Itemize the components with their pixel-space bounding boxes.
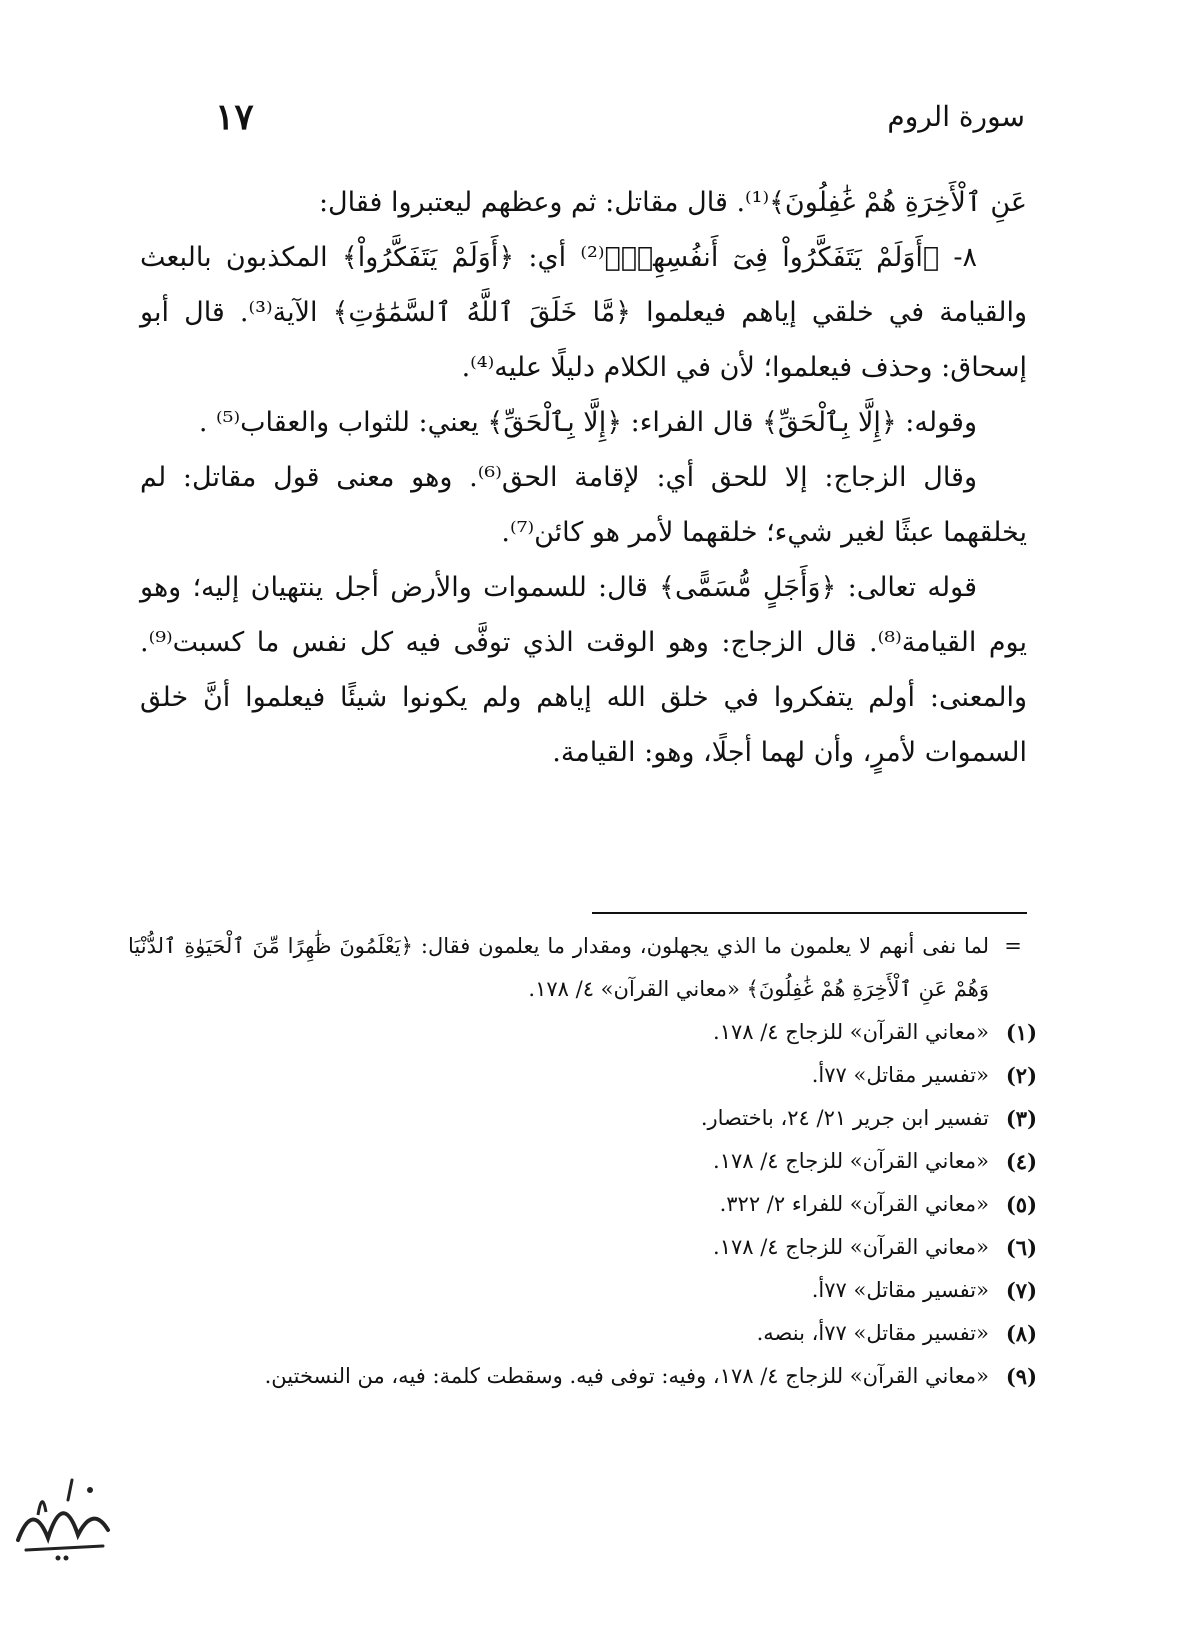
paragraph-5: قوله تعالى: ﴿وَأَجَلٍ مُّسَمًّى﴾ قال: للسموات والأرض أجل ينتهيان إليه؛ وهو يوم القيامة⁽⁸⁾. قال الزجاج: وهو الوقت الذي توفَّى فيه كل نفس ما كسبت⁽⁹⁾. والمعنى: أولم يتفكروا في خلق الله إياهم ولم يكونوا شيئًا فيعلموا أنَّ خلق السموات لأمرٍ، وأن لهما أجلًا، وهو: القيامة. [140,572,1028,768]
footnote-item [128,1269,1037,1312]
page-number: ١٧ [215,96,254,138]
continuation-marker: = [1004,934,1022,958]
footnote-text: «تفسير مقاتل» ٧٧أ. [811,1278,989,1302]
main-text [140,175,1027,780]
paragraph-1: عَنِ ٱلْأَخِرَةِ هُمْ غَٰفِلُونَ﴾⁽¹⁾. قال مقاتل: ثم وعظهم ليعتبروا فقال: [318,187,1027,218]
footnote-divider [592,912,1027,914]
footnote-item [128,1011,1037,1054]
footnote-item [128,1054,1037,1097]
footnote-list [128,1011,1037,1398]
footnote-text: «معاني القرآن» للزجاج ٤/ ١٧٨. [713,1020,989,1044]
footnote-number: (٤) [1005,1149,1037,1174]
footnote-continuation [128,925,1037,1011]
footnote-item [128,1226,1037,1269]
page-header [215,96,1025,146]
footnote-text: «معاني القرآن» للزجاج ٤/ ١٧٨. [713,1235,989,1259]
surah-title: سورة الروم [887,100,1025,133]
continuation-text: لما نفى أنهم لا يعلمون ما الذي يجهلون، ومقدار ما يعلمون فقال: ﴿يَعْلَمُونَ ظَٰهِرًا مِّنَ ٱلْحَيَوٰةِ ٱلدُّنْيَا وَهُمْ عَنِ ٱلْأَخِرَةِ هُمْ غَٰفِلُونَ﴾ «معاني القرآن» ٤/ ١٧٨. [128,934,989,1001]
footnote-number: (٣) [1005,1106,1037,1131]
footnote-item [128,1140,1037,1183]
footnote-text: «معاني القرآن» للزجاج ٤/ ١٧٨، وفيه: توفى فيه. وسقطت كلمة: فيه، من النسختين. [264,1364,989,1388]
footnote-item [128,1097,1037,1140]
footnote-number: (٢) [1005,1063,1037,1088]
footnote-number: (٧) [1005,1278,1037,1303]
footnote-item [128,1183,1037,1226]
footnote-item [128,1312,1037,1355]
footnote-number: (٩) [1005,1364,1037,1389]
footnote-number: (٨) [1005,1321,1037,1346]
footnote-text: «تفسير مقاتل» ٧٧أ، بنصه. [756,1321,989,1345]
paragraph-2: ٨- ﴿أَوَلَمْ يَتَفَكَّرُواْ فِىٓ أَنفُسِهِمۗ﴾⁽²⁾ أي: ﴿أَوَلَمْ يَتَفَكَّرُواْ﴾ المكذبون بالبعث والقيامة في خلقي إياهم فيعلموا ﴿مَّا خَلَقَ ٱللَّهُ ٱلسَّمَٰوَٰتِ﴾ الآية⁽³⁾. قال أبو إسحاق: وحذف فيعلموا؛ لأن في الكلام دليلًا عليه⁽⁴⁾. [140,242,1028,383]
footnotes [128,925,1037,1398]
footnote-text: تفسير ابن جرير ٢١/ ٢٤، باختصار. [700,1106,989,1130]
footnote-item [128,1355,1037,1398]
footnote-number: (٥) [1005,1192,1037,1217]
footnote-number: (١) [1005,1020,1037,1045]
paragraph-3: وقوله: ﴿إِلَّا بِٱلْحَقِّ﴾ قال الفراء: ﴿إِلَّا بِٱلْحَقِّ﴾ يعني: للثواب والعقاب⁽⁵⁾ . [198,407,977,438]
footnote-text: «معاني القرآن» للزجاج ٤/ ١٧٨. [713,1149,989,1173]
footnote-text: «معاني القرآن» للفراء ٢/ ٣٢٢. [719,1192,989,1216]
footnote-number: (٦) [1005,1235,1037,1260]
paragraph-4: وقال الزجاج: إلا للحق أي: لإقامة الحق⁽⁶⁾. وهو معنى قول مقاتل: لم يخلقهما عبثًا لغير شيء؛ خلقهما لأمر هو كائن⁽⁷⁾. [140,462,1027,548]
footnote-text: «تفسير مقاتل» ٧٧أ. [811,1063,989,1087]
calligraphy-logo-icon [8,1460,118,1570]
